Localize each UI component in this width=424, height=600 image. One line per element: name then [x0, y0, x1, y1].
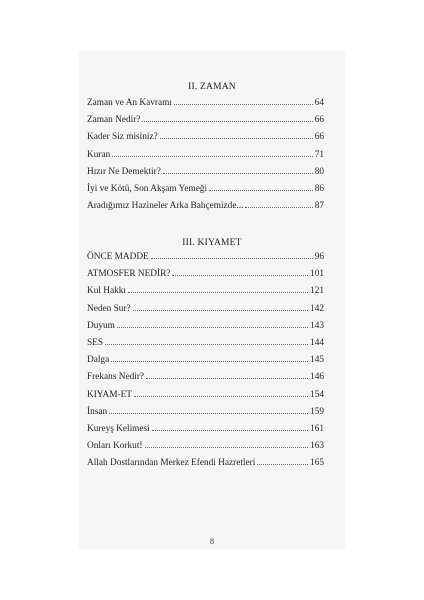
- toc-list-zaman: [87, 98, 324, 218]
- dot-leader: [152, 430, 308, 431]
- toc-entry-page: 165: [310, 458, 324, 469]
- toc-entry: [87, 286, 324, 303]
- dot-leader: [163, 173, 313, 174]
- dot-leader: [257, 464, 308, 465]
- toc-entry: [87, 269, 324, 286]
- dot-leader: [145, 447, 309, 448]
- toc-entry-label: Zaman ve An Kavramı: [87, 98, 172, 108]
- toc-entry: [87, 304, 324, 321]
- toc-entry: [87, 338, 324, 355]
- section-title-kiyamet: III. KIYAMET: [182, 238, 242, 248]
- toc-entry-page: 145: [310, 355, 324, 366]
- toc-entry-page: 143: [310, 320, 324, 331]
- toc-entry-label: SES: [87, 337, 104, 348]
- dot-leader: [105, 344, 308, 345]
- toc-entry-label: Zaman Nedir?: [87, 115, 141, 126]
- toc-entry-page: 121: [310, 286, 324, 297]
- toc-entry-page: 96: [314, 252, 324, 262]
- toc-entry: [87, 184, 324, 201]
- section-title-zaman: II. ZAMAN: [188, 82, 236, 92]
- toc-entry: [87, 458, 324, 475]
- dot-leader: [160, 138, 313, 139]
- toc-entry: [87, 150, 324, 167]
- book-page: [79, 51, 345, 549]
- toc-entry: [87, 372, 324, 389]
- toc-entry-label: Neden Sur?: [87, 303, 131, 314]
- toc-entry-page: 64: [314, 98, 324, 108]
- dot-leader: [172, 275, 308, 276]
- toc-list-kiyamet: [87, 252, 324, 475]
- dot-leader: [133, 310, 308, 311]
- toc-entry-label: Aradığımız Hazineler Arka Bahçemizde...: [87, 201, 244, 212]
- dot-leader: [111, 361, 308, 362]
- toc-entry: [87, 132, 324, 149]
- toc-entry: [87, 98, 324, 115]
- dot-leader: [142, 121, 312, 122]
- toc-entry-label: KIYAM-ET: [87, 389, 132, 400]
- dot-leader: [245, 207, 312, 208]
- toc-entry: [87, 201, 324, 218]
- dot-leader: [134, 396, 308, 397]
- dot-leader: [117, 327, 308, 328]
- toc-entry-label: Onları Korkut!: [87, 441, 143, 452]
- toc-entry-label: Dalga: [87, 355, 110, 366]
- toc-entry-label: Kul Hakkı: [87, 286, 126, 297]
- toc-entry-page: 163: [310, 441, 324, 452]
- toc-entry-label: Frekans Nedir?: [87, 372, 145, 383]
- toc-entry-page: 154: [310, 389, 324, 400]
- toc-entry: [87, 252, 324, 269]
- dot-leader: [146, 378, 308, 379]
- toc-entry-label: Kuran: [87, 149, 111, 160]
- dot-leader: [109, 413, 308, 414]
- toc-entry: [87, 355, 324, 372]
- toc-entry-page: 80: [314, 166, 324, 177]
- toc-entry: [87, 441, 324, 458]
- toc-entry-label: Duyum: [87, 320, 115, 331]
- dot-leader: [128, 292, 308, 293]
- toc-entry-label: İyi ve Kötü, Son Akşam Yemeği: [87, 183, 208, 194]
- toc-entry: [87, 390, 324, 407]
- toc-entry-label: Kader Siz misiniz?: [87, 132, 158, 143]
- toc-entry-page: 66: [314, 132, 324, 143]
- toc-entry-page: 66: [314, 115, 324, 126]
- toc-entry-page: 101: [310, 269, 324, 280]
- toc-entry-page: 146: [310, 372, 324, 383]
- toc-entry-page: 142: [310, 303, 324, 314]
- dot-leader: [112, 156, 312, 157]
- dot-leader: [174, 104, 313, 105]
- toc-entry-page: 87: [314, 201, 324, 212]
- toc-entry: [87, 407, 324, 424]
- toc-entry: [87, 321, 324, 338]
- toc-entry-label: ATMOSFER NEDİR?: [87, 269, 171, 280]
- toc-entry-label: Hızır Ne Demektir?: [87, 166, 161, 177]
- toc-entry-page: 159: [310, 406, 324, 417]
- page-number: 8: [210, 537, 214, 546]
- toc-entry-label: İnsan: [87, 406, 108, 417]
- toc-entry-page: 71: [314, 149, 324, 160]
- toc-entry: [87, 167, 324, 184]
- toc-entry-label: Allah Dostlarından Merkez Efendi Hazretleri: [87, 458, 256, 469]
- toc-entry-label: Kureyş Kelimesi: [87, 423, 150, 434]
- toc-entry-label: ÖNCE MADDE: [87, 252, 149, 262]
- toc-entry-page: 86: [314, 183, 324, 194]
- dot-leader: [151, 258, 313, 259]
- toc-entry-page: 144: [310, 337, 324, 348]
- toc-entry: [87, 424, 324, 441]
- dot-leader: [209, 190, 313, 191]
- toc-entry: [87, 115, 324, 132]
- toc-entry-page: 161: [310, 423, 324, 434]
